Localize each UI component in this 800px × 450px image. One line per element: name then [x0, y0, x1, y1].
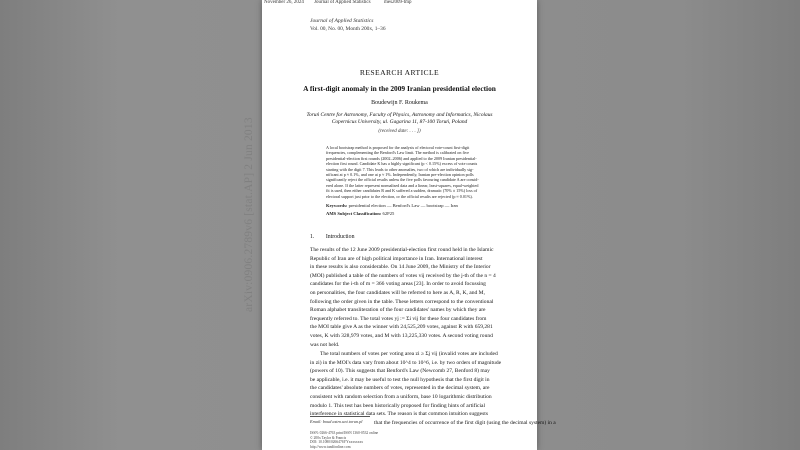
ams-label: AMS Subject Classification:: [326, 211, 382, 216]
section-title: Introduction: [325, 234, 355, 240]
abstract-line: frequencies, complementing the Benford's Law limit. The method is calibrated on five: [326, 150, 469, 156]
article-type: RESEARCH ARTICLE: [359, 68, 440, 77]
body-line: in these results is also considerable. On 14 June 2009, the Ministry of the Interior: [310, 264, 491, 271]
running-header-journal: Journal of Applied Statistics: [314, 0, 371, 5]
abstract-line: fit is used, then either candidates R and K suffered a sudden, dramatic (70% ± 15%) loss of: [326, 188, 478, 194]
body-line: The results of the 12 June 2009 presidential-election first round held in the Islamic: [310, 247, 494, 253]
abstract-line: ered alone. If the latter represent normalised data and a linear, least-squares, equal-weighted: [326, 182, 479, 188]
affiliation-line: Copernicus University, ul. Gagarina 11, 87-100 Toruń, Poland: [331, 119, 468, 125]
affiliation-line: Toruń Centre for Astronomy, Faculty of Physics, Astronomy and Informatics, Nicolaus: [306, 112, 493, 118]
imprint-line: http://www.tandfonline.com: [310, 444, 351, 449]
section-number: 1.: [310, 234, 315, 240]
body-line: was not held.: [310, 341, 340, 348]
body-line: candidates for the i-th of m = 366 voting areas [23]. In order to avoid focussing: [310, 281, 486, 288]
imprint-line: ISSN: 0266-4763 print/ISSN 1360-0532 online: [310, 431, 379, 435]
body-line: the MOI table give A as the winner with 24,525,209 votes, against R with 659,281: [310, 324, 493, 331]
body-line: frequently referred to. The total votes yj := Σi vij for these four candidates from: [310, 315, 487, 322]
footnote-rule: [310, 416, 370, 417]
received-date: (received date: . . . ]): [378, 129, 421, 134]
abstract-line: election first round. Candidate K has a highly significant (p < 0.15%) excess of vote counts: [326, 161, 478, 167]
journal-name: Journal of Applied Statistics: [310, 18, 374, 24]
body-line: the candidates' absolute numbers of votes, represented in the decimal system, are: [310, 385, 490, 392]
body-line: (MOI) published a table of the numbers of votes vij received by the j-th of the n = 4: [310, 272, 496, 279]
abstract-line: A local bootstrap method is proposed for the analysis of electoral vote-count first-digit: [326, 145, 470, 150]
body-line: modulo 1. This test has been historically proposed for finding hints of artificial: [310, 402, 486, 409]
body-line: votes, K with 328,979 votes, and M with 13,225,330 votes. A second voting round: [310, 333, 493, 339]
body-line: interference in statistical data sets. The reason is that common intuition suggests: [310, 411, 488, 418]
footnote-email: Email: boud astro.uni.torun.pl: [310, 419, 363, 424]
body-line: following the order given in the table. These letters correspond to the conventional: [310, 298, 494, 305]
section-heading: [310, 234, 354, 240]
imprint-line: DOI: 10.1080/0266476YYxxxxxxxx: [310, 440, 364, 444]
body-line: Roman alphabet transliteration of the four candidates' names by which they are: [310, 307, 486, 314]
body-line: consistent with random selection from a uniform, base 10 logarithmic distribution: [310, 394, 492, 400]
abstract-line: presidential-election first rounds (2002–2006) and applied to the 2009 Iranian presidential-: [326, 155, 477, 161]
author-name: Boudewijn F. Roukema: [371, 100, 428, 106]
body-line: Republic of Iran are of high political importance in Iran. International interest: [310, 255, 483, 262]
paper-title: A first-digit anomaly in the 2009 Iranian presidential election: [303, 84, 496, 93]
running-header-date: November 26, 2024: [264, 0, 304, 5]
body-line: in zi) in the MOI's data vary from about 10^4 to 10^6, i.e. by two orders of magnitude: [310, 359, 502, 366]
journal-volume: Vol. 00, No. 00, Month 200x, 1–36: [310, 26, 386, 32]
body-line: (powers of 10). This suggests that Benford's Law (Newcomb 27, Benford 8) may: [310, 368, 490, 375]
body-line: be applicable, i.e. it may be useful to test the null hypothesis that the first digit in: [310, 376, 490, 383]
abstract-line: significantly reject the official results unless the five polls favouring candidate A are consid-: [326, 177, 479, 183]
ams-classification: [326, 211, 394, 216]
keywords-label: Keywords:: [326, 203, 348, 208]
abstract-line: starting with the digit 7. This leads to other anomalies, two of which are individually sig-: [326, 166, 474, 172]
arxiv-stamp: arXiv:0906.2789v6 [stat.AP] 2 Jun 2013: [243, 117, 255, 312]
body-line: that the frequencies of occurrence of the first digit (using the decimal system) in a: [374, 419, 556, 426]
pdf-page: [262, 0, 556, 450]
abstract-line: electoral support just prior to the election, or the official results are rejected (p ≈ 0.01%).: [326, 193, 473, 199]
keywords-text: presidential election — Benford's Law — bootstrap — Iran: [348, 203, 458, 208]
imprint-line: © 200x Taylor & Francis: [310, 435, 347, 440]
abstract-line: nificant at p ≈ 0.1%, and one at p ≈ 1%. Independently, Iranian pre-election opinion polls: [326, 172, 474, 177]
body-line: on personalities, the four candidates will be referred to here as A, R, K, and M,: [310, 290, 485, 296]
running-header-file: mes2009-tmp: [384, 0, 412, 5]
keywords: [326, 203, 458, 208]
body-line: The total numbers of votes per voting area zi ≥ Σj vij (invalid votes are included: [320, 351, 498, 357]
ams-code: 62P25: [382, 211, 395, 216]
